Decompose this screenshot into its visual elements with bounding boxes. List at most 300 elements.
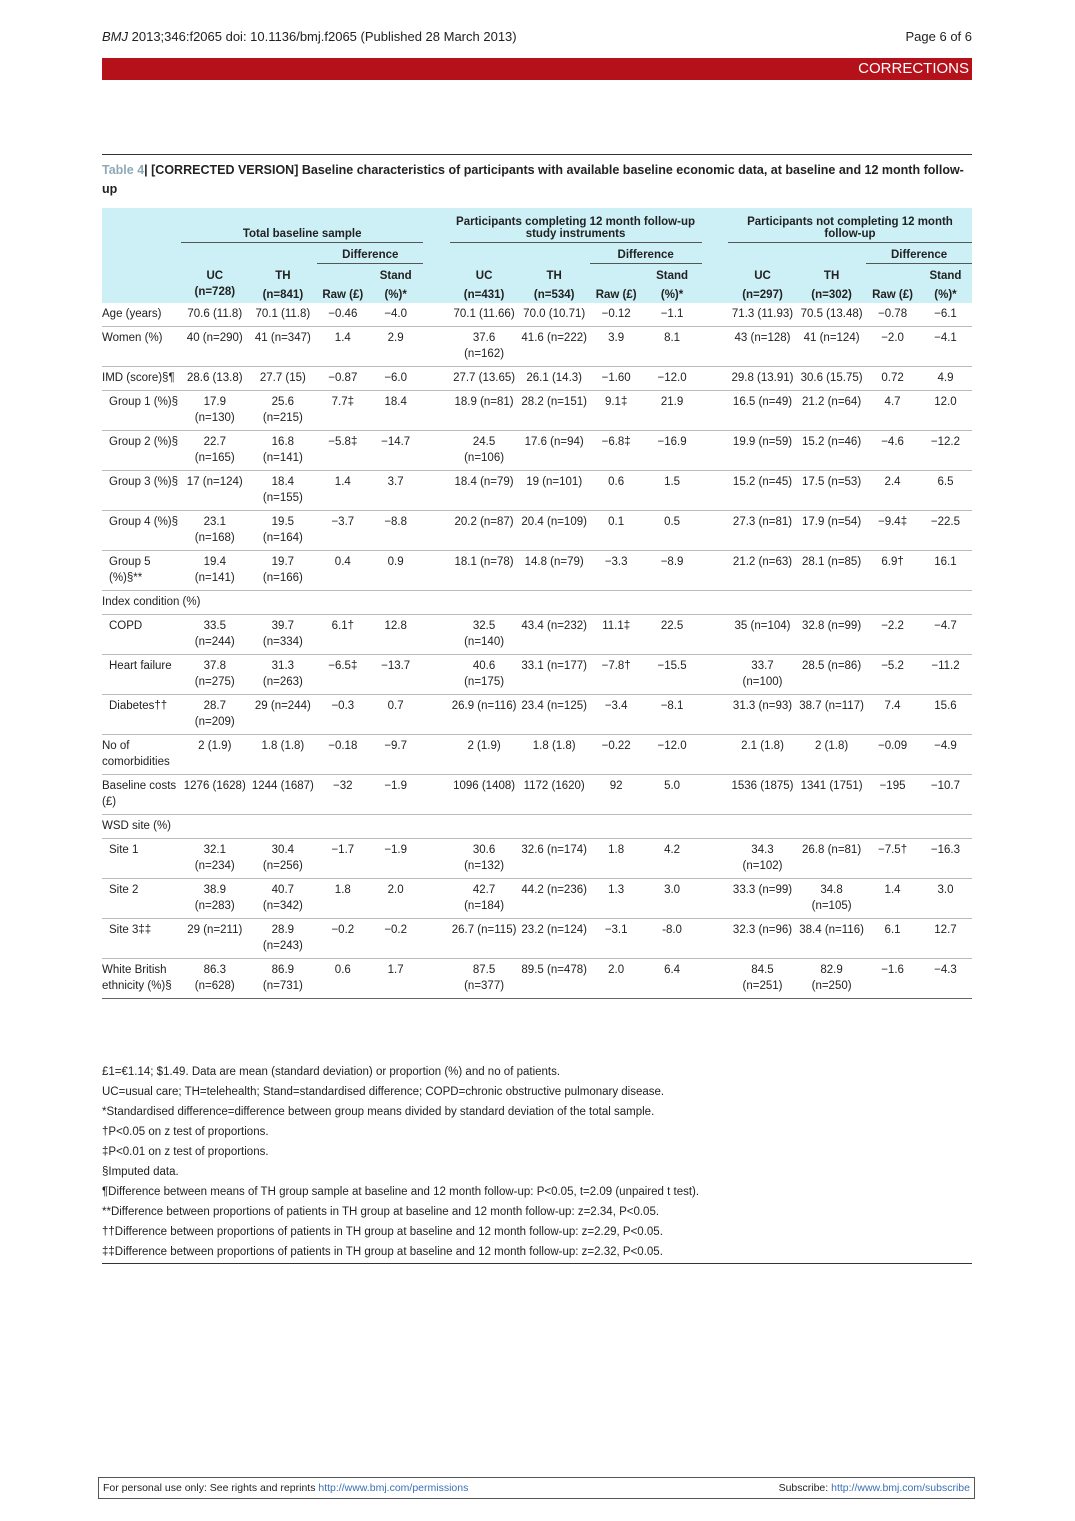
table-cell: 28.2 (n=151) — [521, 396, 587, 408]
spacer-cell — [423, 735, 449, 775]
table-cell: 26.1 (14.3) — [526, 372, 582, 384]
row-label: Site 3‡‡ — [109, 924, 152, 936]
table-cell: 6.9† — [881, 556, 904, 568]
table-cell: 32.5 (n=140) — [464, 620, 505, 648]
table-cell: -8.0 — [662, 924, 682, 936]
row-label: Site 1 — [109, 844, 139, 856]
table-cell: −14.7 — [381, 436, 411, 448]
table-cell: 21.9 — [660, 396, 684, 408]
table-cell: −22.5 — [930, 516, 961, 528]
table-cell: 86.9 (n=731) — [262, 964, 303, 992]
table-cell: 19.5 (n=164) — [262, 516, 303, 544]
spacer-cell — [423, 839, 449, 879]
table-cell: 1276 (1628) — [183, 780, 246, 792]
table-cell: −9.7 — [384, 740, 408, 752]
col-n: (n=302) — [811, 289, 852, 301]
corrections-banner: CORRECTIONS — [102, 58, 972, 80]
table-cell: −8.1 — [660, 700, 684, 712]
table-cell: −0.2 — [331, 924, 355, 936]
table-cell: −0.22 — [601, 740, 631, 752]
table-cell: 1.8 (1.8) — [261, 740, 305, 752]
table-cell: 3.0 — [664, 884, 681, 896]
permissions-link[interactable]: http://www.bmj.com/permissions — [318, 1482, 469, 1494]
table-cell: 23.2 (n=124) — [521, 924, 587, 936]
table-row — [102, 775, 972, 815]
table-cell: 33.7 (n=100) — [742, 660, 783, 688]
table-cell: 28.1 (n=85) — [802, 556, 862, 568]
spacer-cell — [423, 303, 449, 327]
table-cell: 15.2 (n=46) — [802, 436, 862, 448]
spacer-cell — [423, 879, 449, 919]
table-cell: 26.8 (n=81) — [802, 844, 862, 856]
table-cell: 84.5 (n=251) — [742, 964, 783, 992]
table-cell: −32 — [333, 780, 353, 792]
table-cell: −12.0 — [657, 372, 687, 384]
col-th: TH — [275, 270, 291, 282]
spacer-cell — [423, 391, 449, 431]
table-cell: −5.8‡ — [328, 436, 358, 448]
col-stand: Stand — [929, 270, 962, 282]
spacer-cell — [702, 327, 728, 367]
table-cell: 1.8 — [334, 884, 351, 896]
table-cell: −6.0 — [384, 372, 408, 384]
table-header — [102, 208, 972, 303]
table-cell: −8.8 — [384, 516, 408, 528]
table-cell: 31.3 (n=93) — [732, 700, 793, 712]
row-label: Group 5 (%)§** — [109, 556, 151, 584]
table-cell: 0.9 — [387, 556, 404, 568]
spacer-cell — [702, 367, 728, 391]
spacer-cell — [423, 655, 449, 695]
table-cell: −4.3 — [934, 964, 957, 976]
col-n: (n=431) — [463, 289, 505, 301]
table-row — [102, 391, 972, 431]
spacer-cell — [702, 879, 728, 919]
spacer-cell — [423, 615, 449, 655]
table-cell: 12.7 — [934, 924, 957, 936]
row-label: No of comorbidities — [102, 740, 170, 768]
table-cell: −0.87 — [328, 372, 358, 384]
table-cell: 32.1 (n=234) — [194, 844, 235, 872]
table-cell: 20.2 (n=87) — [454, 516, 514, 528]
col-uc: UC — [754, 270, 771, 282]
spacer-cell — [702, 303, 728, 327]
row-label: Group 4 (%)§ — [109, 516, 179, 528]
table-cell: −3.4 — [604, 700, 628, 712]
table-cell: −2.0 — [881, 332, 904, 344]
row-label: Baseline costs (£) — [102, 780, 177, 808]
spacer-cell — [423, 919, 449, 959]
table-cell: 15.6 — [934, 700, 957, 712]
table-cell: −0.09 — [878, 740, 908, 752]
note: †P<0.05 on z test of proportions. — [102, 1126, 269, 1138]
table-cell: 16.5 (n=49) — [732, 396, 793, 408]
table-cell: 18.4 — [384, 396, 407, 408]
subscribe-link[interactable]: http://www.bmj.com/subscribe — [831, 1482, 970, 1494]
table-cell: 23.1 (n=168) — [194, 516, 235, 544]
col-raw: Raw (£) — [322, 289, 364, 301]
table-cell: 38.9 (n=283) — [194, 884, 235, 912]
table-cell: −15.5 — [657, 660, 687, 672]
row-label: COPD — [109, 620, 143, 632]
table-cell: 3.0 — [937, 884, 954, 896]
table-cell: 22.5 — [660, 620, 684, 632]
table-body — [102, 303, 972, 999]
table-cell: 34.8 (n=105) — [811, 884, 852, 912]
table-cell: 6.1† — [331, 620, 354, 632]
table-cell: 4.2 — [664, 844, 681, 856]
table-cell: 17.9 (n=130) — [194, 396, 235, 424]
table-cell: 1.7 — [387, 964, 404, 976]
table-notes — [102, 1062, 972, 1262]
table-cell: −1.1 — [660, 308, 684, 320]
table-cell: 70.1 (11.66) — [453, 308, 515, 320]
table-cell: 1.4 — [884, 884, 901, 896]
table-cell: 37.8 (n=275) — [194, 660, 235, 688]
table-cell: 26.7 (n=115) — [451, 924, 517, 936]
group-completing: Participants completing 12 month follow-up study instruments — [450, 208, 702, 243]
col-n: (n=297) — [742, 289, 783, 301]
table-cell: 12.8 — [384, 620, 407, 632]
page-number: Page 6 of 6 — [905, 29, 972, 44]
table-cell: 71.3 (11.93) — [731, 308, 794, 320]
table-cell: 34.3 (n=102) — [742, 844, 783, 872]
table-cell: 22.7 (n=165) — [194, 436, 235, 464]
table-cell: 6.5 — [937, 476, 954, 488]
rights-notice: For personal use only: See rights and reprints http://www.bmj.com/permissions — [103, 1482, 469, 1494]
spacer-cell — [702, 775, 728, 815]
table-cell: 32.8 (n=99) — [802, 620, 862, 632]
table-cell: 35 (n=104) — [734, 620, 791, 632]
table-cell: 19.7 (n=166) — [262, 556, 303, 584]
difference-header: Difference — [590, 243, 702, 264]
col-th: TH — [823, 270, 840, 282]
table-cell: 0.4 — [334, 556, 351, 568]
table-cell: −1.6 — [881, 964, 904, 976]
table-row — [102, 615, 972, 655]
spacer-cell — [702, 551, 728, 591]
col-n: (n=841) — [262, 289, 304, 301]
col-stand-pct: (%)* — [384, 289, 407, 301]
table-cell: −8.9 — [660, 556, 684, 568]
row-label: Group 3 (%)§ — [109, 476, 179, 488]
table-cell: −0.46 — [328, 308, 358, 320]
table-cell: 18.1 (n=78) — [454, 556, 514, 568]
table-cell: −1.9 — [384, 780, 408, 792]
table-cell: 41 (n=124) — [803, 332, 860, 344]
spacer-cell — [423, 327, 449, 367]
col-raw: Raw (£) — [872, 289, 913, 301]
table-cell: 17.9 (n=54) — [802, 516, 862, 528]
section-row — [102, 591, 972, 615]
table-cell: 0.72 — [881, 372, 904, 384]
table-cell: 16.8 (n=141) — [262, 436, 303, 464]
table-cell: 1172 (1620) — [523, 780, 585, 792]
table-cell: 4.7 — [884, 396, 901, 408]
table-row — [102, 879, 972, 919]
table-row — [102, 303, 972, 327]
table-cell: −5.2 — [881, 660, 904, 672]
table-cell: 30.6 (n=132) — [464, 844, 505, 872]
table-cell: 26.9 (n=116) — [451, 700, 517, 712]
col-stand: Stand — [656, 270, 689, 282]
table-cell: 28.7 (n=209) — [194, 700, 235, 728]
table-cell: 5.0 — [664, 780, 681, 792]
table-cell: −4.7 — [934, 620, 957, 632]
spacer-cell — [702, 919, 728, 959]
table-cell: 0.1 — [608, 516, 625, 528]
table-cell: 25.6 (n=215) — [262, 396, 303, 424]
table-cell: −1.9 — [384, 844, 408, 856]
table-cell: 39.7 (n=334) — [262, 620, 303, 648]
table-cell: 17.5 (n=53) — [802, 476, 862, 488]
table-cell: 33.5 (n=244) — [194, 620, 235, 648]
table-cell: −1.7 — [331, 844, 355, 856]
table-cell: 28.9 (n=243) — [262, 924, 303, 952]
table-cell: 19 (n=101) — [526, 476, 583, 488]
row-label: Index condition (%) — [102, 596, 201, 608]
table-cell: −4.6 — [881, 436, 904, 448]
table-cell: 43 (n=128) — [734, 332, 791, 344]
table-cell: 21.2 (n=64) — [802, 396, 862, 408]
difference-header: Difference — [317, 243, 423, 264]
top-rule — [102, 154, 972, 155]
table-cell: 82.9 (n=250) — [811, 964, 852, 992]
table-cell: 7.4 — [884, 700, 901, 712]
table-cell: 42.7 (n=184) — [464, 884, 505, 912]
spacer-cell — [702, 735, 728, 775]
spacer-cell — [702, 615, 728, 655]
col-uc: UC — [206, 270, 224, 282]
table-row — [102, 511, 972, 551]
table-cell: −16.3 — [930, 844, 961, 856]
spacer-cell — [423, 367, 449, 391]
table-cell: 20.4 (n=109) — [521, 516, 587, 528]
row-label: Group 2 (%)§ — [109, 436, 179, 448]
section-row — [102, 815, 972, 839]
table-cell: −6.1 — [934, 308, 957, 320]
table-cell: −195 — [879, 780, 906, 792]
table-cell: 29.8 (13.91) — [731, 372, 794, 384]
spacer-cell — [702, 511, 728, 551]
table-cell: 18.4 (n=79) — [454, 476, 514, 488]
table-cell: 19.9 (n=59) — [732, 436, 793, 448]
table-cell: −11.2 — [931, 660, 960, 672]
table-cell: 70.0 (10.71) — [523, 308, 586, 320]
table-cell: 1.5 — [664, 476, 681, 488]
row-label: Site 2 — [109, 884, 139, 896]
table-cell: −0.3 — [331, 700, 355, 712]
table-cell: 40 (n=290) — [186, 332, 243, 344]
table-cell: 87.5 (n=377) — [464, 964, 505, 992]
note: ¶Difference between means of TH group sample at baseline and 12 month follow-up: P<0.05, t=2.09 (unpaired t test). — [102, 1186, 700, 1198]
table-cell: 92 — [609, 780, 623, 792]
table-cell: 23.4 (n=125) — [521, 700, 587, 712]
spacer-cell — [702, 431, 728, 471]
note: ††Difference between proportions of patients in TH group at baseline and 12 month follow-up: z=2.29, P<0.05. — [102, 1226, 663, 1238]
table-caption: Table 4| [CORRECTED VERSION] Baseline characteristics of participants with available baseline economic data, at baseline and 12 month follow-up — [102, 163, 964, 196]
table-cell: 2 (1.9) — [198, 740, 232, 752]
table-cell: 1.4 — [334, 476, 351, 488]
table-cell: −2.2 — [881, 620, 904, 632]
subscribe-notice: Subscribe: http://www.bmj.com/subscribe — [778, 1482, 970, 1494]
row-label: White British ethnicity (%)§ — [102, 964, 172, 992]
col-uc: UC — [475, 270, 493, 282]
table-cell: 21.2 (n=63) — [732, 556, 793, 568]
table-cell: 11.1‡ — [602, 620, 631, 632]
spacer-cell — [702, 655, 728, 695]
table-cell: 2.9 — [387, 332, 404, 344]
table-cell: 37.6 (n=162) — [464, 332, 505, 360]
page-header — [102, 29, 972, 44]
table-cell: 18.9 (n=81) — [454, 396, 514, 408]
table-row — [102, 839, 972, 879]
table-cell: 1536 (1875) — [731, 780, 794, 792]
table-cell: 38.4 (n=116) — [799, 924, 864, 936]
spacer-cell — [423, 695, 449, 735]
table-cell: 19.4 (n=141) — [194, 556, 235, 584]
table-cell: 33.1 (n=177) — [521, 660, 587, 672]
table-cell: 1341 (1751) — [800, 780, 863, 792]
table-cell: 33.3 (n=99) — [732, 884, 793, 896]
row-label: Women (%) — [102, 332, 163, 344]
table-cell: 8.1 — [664, 332, 681, 344]
table-cell: 3.7 — [387, 476, 404, 488]
table-cell: 24.5 (n=106) — [464, 436, 505, 464]
table-cell: −4.1 — [934, 332, 957, 344]
spacer-cell — [702, 959, 728, 999]
table-cell: −7.5† — [878, 844, 908, 856]
note: £1=€1.14; $1.49. Data are mean (standard deviation) or proportion (%) and no of patients. — [102, 1066, 561, 1078]
table-row — [102, 551, 972, 591]
table-cell: 2 (1.9) — [467, 740, 501, 752]
row-label: Group 1 (%)§ — [109, 396, 179, 408]
table-cell: 70.6 (11.8) — [187, 308, 243, 320]
table-cell: 31.3 (n=263) — [262, 660, 303, 688]
table-cell: 41.6 (n=222) — [521, 332, 587, 344]
spacer-cell — [423, 959, 449, 999]
table-cell: 1.3 — [608, 884, 625, 896]
table-cell: −4.0 — [384, 308, 408, 320]
table-cell: 9.1‡ — [604, 396, 628, 408]
table-row — [102, 431, 972, 471]
row-label: IMD (score)§¶ — [102, 372, 175, 384]
spacer-cell — [702, 695, 728, 735]
spacer-cell — [423, 551, 449, 591]
table-cell: 1.8 — [608, 844, 625, 856]
table-cell: 6.1 — [884, 924, 901, 936]
table-cell: 15.2 (n=45) — [732, 476, 793, 488]
table-cell: 17.6 (n=94) — [524, 436, 584, 448]
table-cell: 2.0 — [608, 964, 625, 976]
table-cell: 28.5 (n=86) — [802, 660, 862, 672]
citation: BMJ 2013;346:f2065 doi: 10.1136/bmj.f2065 (Published 28 March 2013) — [102, 29, 517, 44]
table-cell: −3.3 — [604, 556, 628, 568]
table-cell: −10.7 — [930, 780, 961, 792]
table-cell: 27.3 (n=81) — [732, 516, 793, 528]
table-cell: −0.18 — [328, 740, 358, 752]
table-cell: 32.6 (n=174) — [521, 844, 587, 856]
group-total: Total baseline sample — [181, 208, 423, 243]
col-stand-pct: (%)* — [660, 289, 684, 301]
table-cell: 30.4 (n=256) — [262, 844, 303, 872]
spacer-cell — [423, 511, 449, 551]
spacer-cell — [423, 775, 449, 815]
table-cell: 70.1 (11.8) — [255, 308, 311, 320]
table-row — [102, 959, 972, 999]
table-cell: −12.0 — [657, 740, 687, 752]
table-cell: 70.5 (13.48) — [800, 308, 863, 320]
col-stand: Stand — [379, 270, 412, 282]
table-cell: 17 (n=124) — [186, 476, 243, 488]
table-cell: 0.6 — [608, 476, 625, 488]
table-cell: −6.5‡ — [328, 660, 358, 672]
table-cell: −6.8‡ — [601, 436, 631, 448]
spacer-cell — [702, 391, 728, 431]
col-n: (n=728) — [194, 286, 236, 298]
table-cell: −1.60 — [601, 372, 631, 384]
table-cell: 1.4 — [334, 332, 351, 344]
table-cell: −3.1 — [604, 924, 628, 936]
note: ‡P<0.01 on z test of proportions. — [102, 1146, 269, 1158]
note: UC=usual care; TH=telehealth; Stand=standardised difference; COPD=chronic obstructive pulmonary disease. — [102, 1086, 665, 1098]
table-cell: −0.2 — [384, 924, 408, 936]
table-cell: 3.9 — [608, 332, 625, 344]
table-cell: −9.4‡ — [878, 516, 908, 528]
table-cell: 2 (1.8) — [814, 740, 849, 752]
table-cell: 2.0 — [387, 884, 404, 896]
table-cell: 7.7‡ — [331, 396, 354, 408]
table-cell: −7.8† — [601, 660, 631, 672]
table-cell: 2.4 — [884, 476, 901, 488]
table-cell: 2.1 (1.8) — [741, 740, 784, 752]
table-cell: −16.9 — [657, 436, 687, 448]
table-cell: 6.4 — [664, 964, 681, 976]
table-row — [102, 655, 972, 695]
table-cell: 12.0 — [934, 396, 957, 408]
table-cell: −0.78 — [878, 308, 908, 320]
page-footer — [98, 1477, 975, 1499]
table-row — [102, 695, 972, 735]
spacer-cell — [423, 431, 449, 471]
table-cell: −3.7 — [331, 516, 355, 528]
spacer-cell — [702, 471, 728, 511]
note: ‡‡Difference between proportions of patients in TH group at baseline and 12 month follow-up: z=2.32, P<0.05. — [102, 1246, 663, 1258]
table-cell: 27.7 (15) — [259, 372, 306, 384]
table-cell: 40.6 (n=175) — [464, 660, 505, 688]
table-row — [102, 327, 972, 367]
table-row — [102, 367, 972, 391]
note: **Difference between proportions of patients in TH group at baseline and 12 month follow-up: z=2.34, P<0.05. — [102, 1206, 660, 1218]
table-row — [102, 471, 972, 511]
spacer-cell — [423, 471, 449, 511]
table-cell: 29 (n=211) — [187, 924, 243, 936]
table-cell: 0.6 — [334, 964, 351, 976]
difference-header: Difference — [866, 243, 972, 264]
table-cell: 0.5 — [664, 516, 681, 528]
table-cell: 16.1 — [934, 556, 957, 568]
table-cell: 18.4 (n=155) — [262, 476, 303, 504]
group-not-completing: Participants not completing 12 month follow-up — [728, 208, 972, 243]
table-cell: 30.6 (15.75) — [800, 372, 863, 384]
table-cell: 41 (n=347) — [254, 332, 311, 344]
row-label: WSD site (%) — [102, 820, 171, 832]
table-cell: 27.7 (13.65) — [453, 372, 516, 384]
row-label: Heart failure — [109, 660, 172, 672]
table-cell: 89.5 (n=478) — [521, 964, 587, 976]
table-cell: 0.7 — [387, 700, 404, 712]
table-row — [102, 735, 972, 775]
